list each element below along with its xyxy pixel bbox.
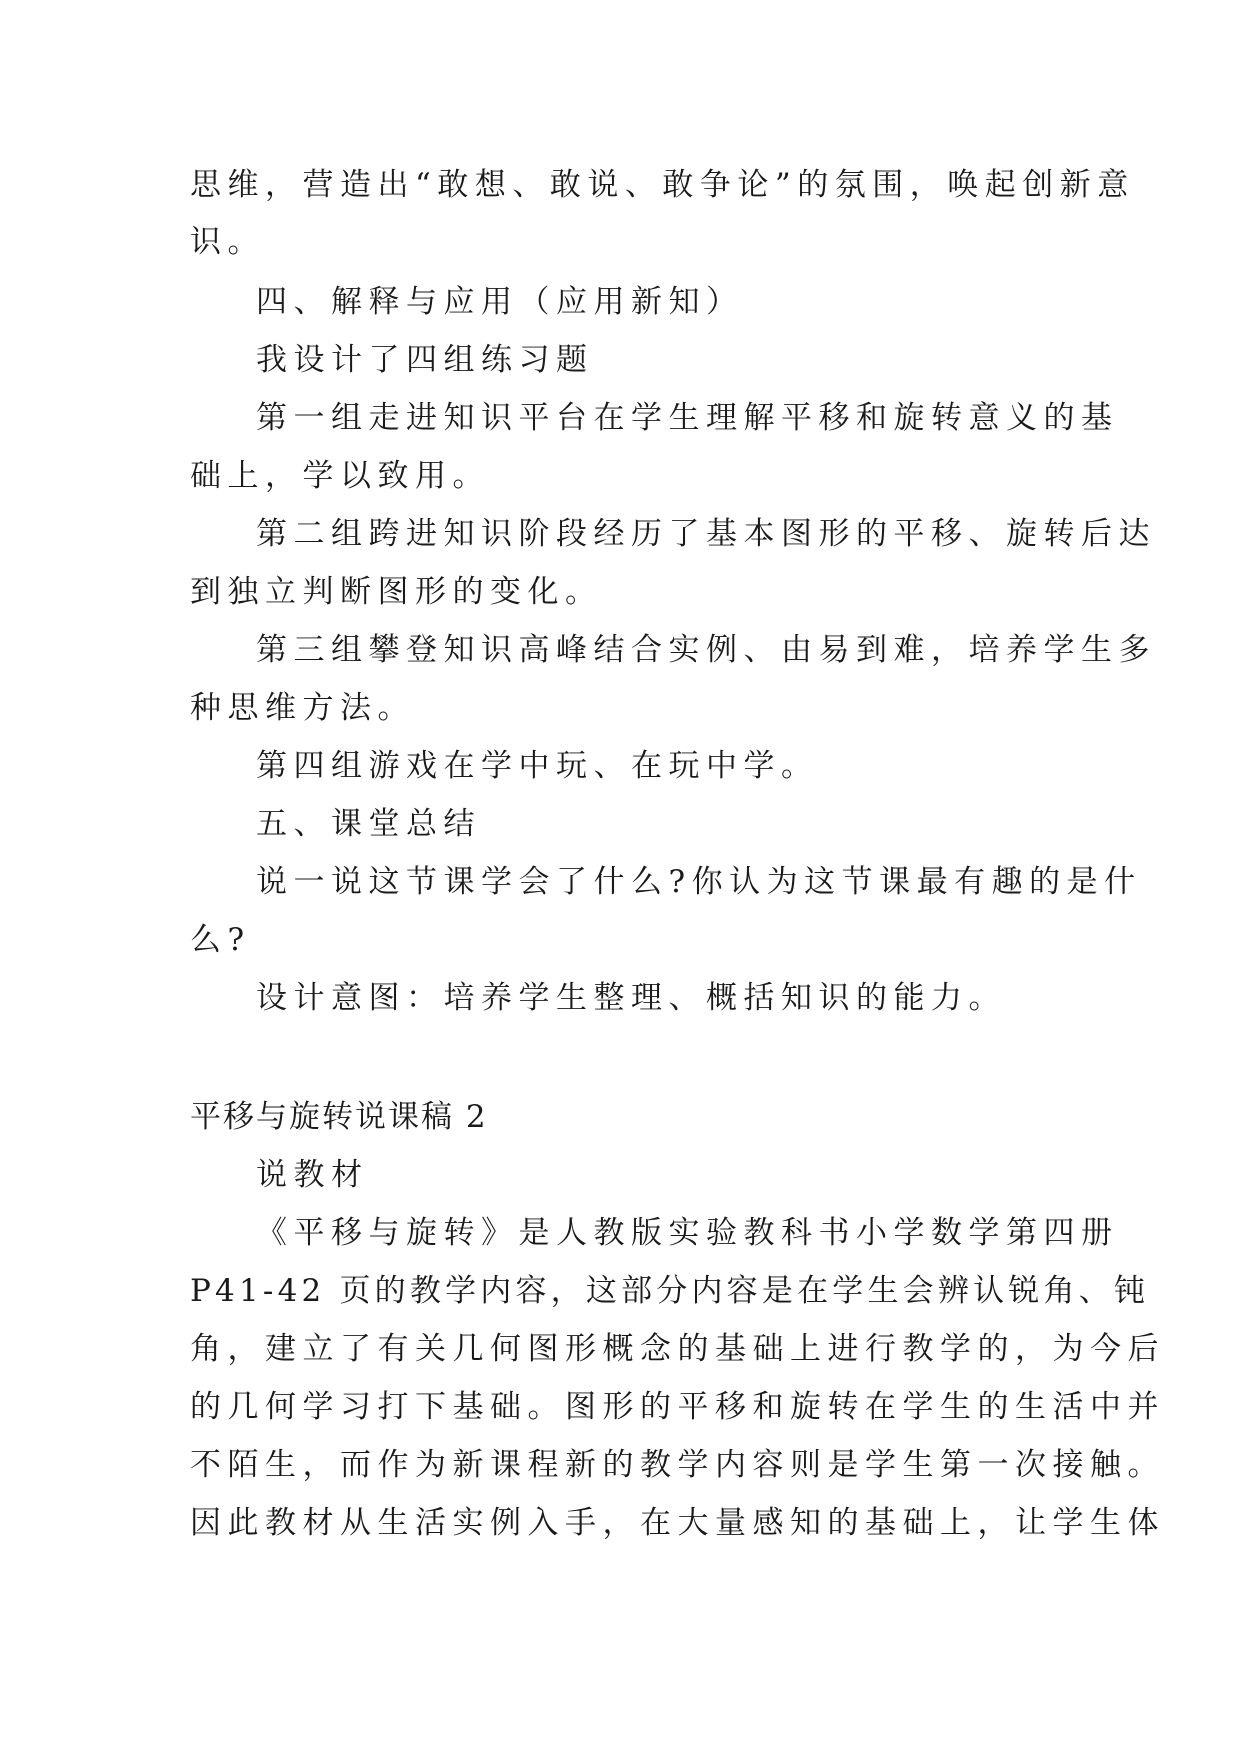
paragraph-line: 第四组游戏在学中玩、在玩中学。 — [256, 748, 819, 784]
paragraph-line: 第一组走进知识平台在学生理解平移和旋转意义的基 — [256, 400, 1119, 436]
paragraph-line: 角，建立了有关几何图形概念的基础上进行教学的，为今后 — [190, 1331, 1165, 1367]
document-title: 平移与旋转说课稿 2 — [190, 1099, 488, 1135]
paragraph-line: 设计意图：培养学生整理、概括知识的能力。 — [256, 980, 1006, 1016]
paragraph-line: P41-42 页的教学内容，这部分内容是在学生会辨认锐角、钝 — [190, 1273, 1150, 1309]
paragraph-line: 么? — [190, 922, 251, 958]
paragraph-line: 思维，营造出“敢想、敢说、敢争论”的氛围，唤起创新意 — [190, 167, 1135, 203]
paragraph-line: 《平移与旋转》是人教版实验教科书小学数学第四册 — [256, 1215, 1119, 1251]
paragraph-line: 础上，学以致用。 — [190, 458, 490, 494]
section-heading: 说教材 — [256, 1157, 369, 1193]
paragraph-line: 到独立判断图形的变化。 — [190, 574, 603, 610]
section-heading: 五、课堂总结 — [256, 806, 481, 842]
paragraph-line: 第二组跨进知识阶段经历了基本图形的平移、旋转后达 — [256, 516, 1156, 552]
paragraph-line: 种思维方法。 — [190, 690, 415, 726]
section-heading: 四、解释与应用（应用新知） — [256, 284, 744, 320]
paragraph-line: 的几何学习打下基础。图形的平移和旋转在学生的生活中并 — [190, 1389, 1165, 1425]
paragraph-line: 我设计了四组练习题 — [256, 342, 594, 378]
paragraph-line: 不陌生，而作为新课程新的教学内容则是学生第一次接触。 — [190, 1447, 1165, 1483]
paragraph-line: 第三组攀登知识高峰结合实例、由易到难，培养学生多 — [256, 632, 1156, 668]
paragraph-line: 因此教材从生活实例入手，在大量感知的基础上，让学生体 — [190, 1505, 1165, 1541]
paragraph-line: 识。 — [190, 224, 265, 260]
paragraph-line: 说一说这节课学会了什么?你认为这节课最有趣的是什 — [256, 864, 1142, 900]
